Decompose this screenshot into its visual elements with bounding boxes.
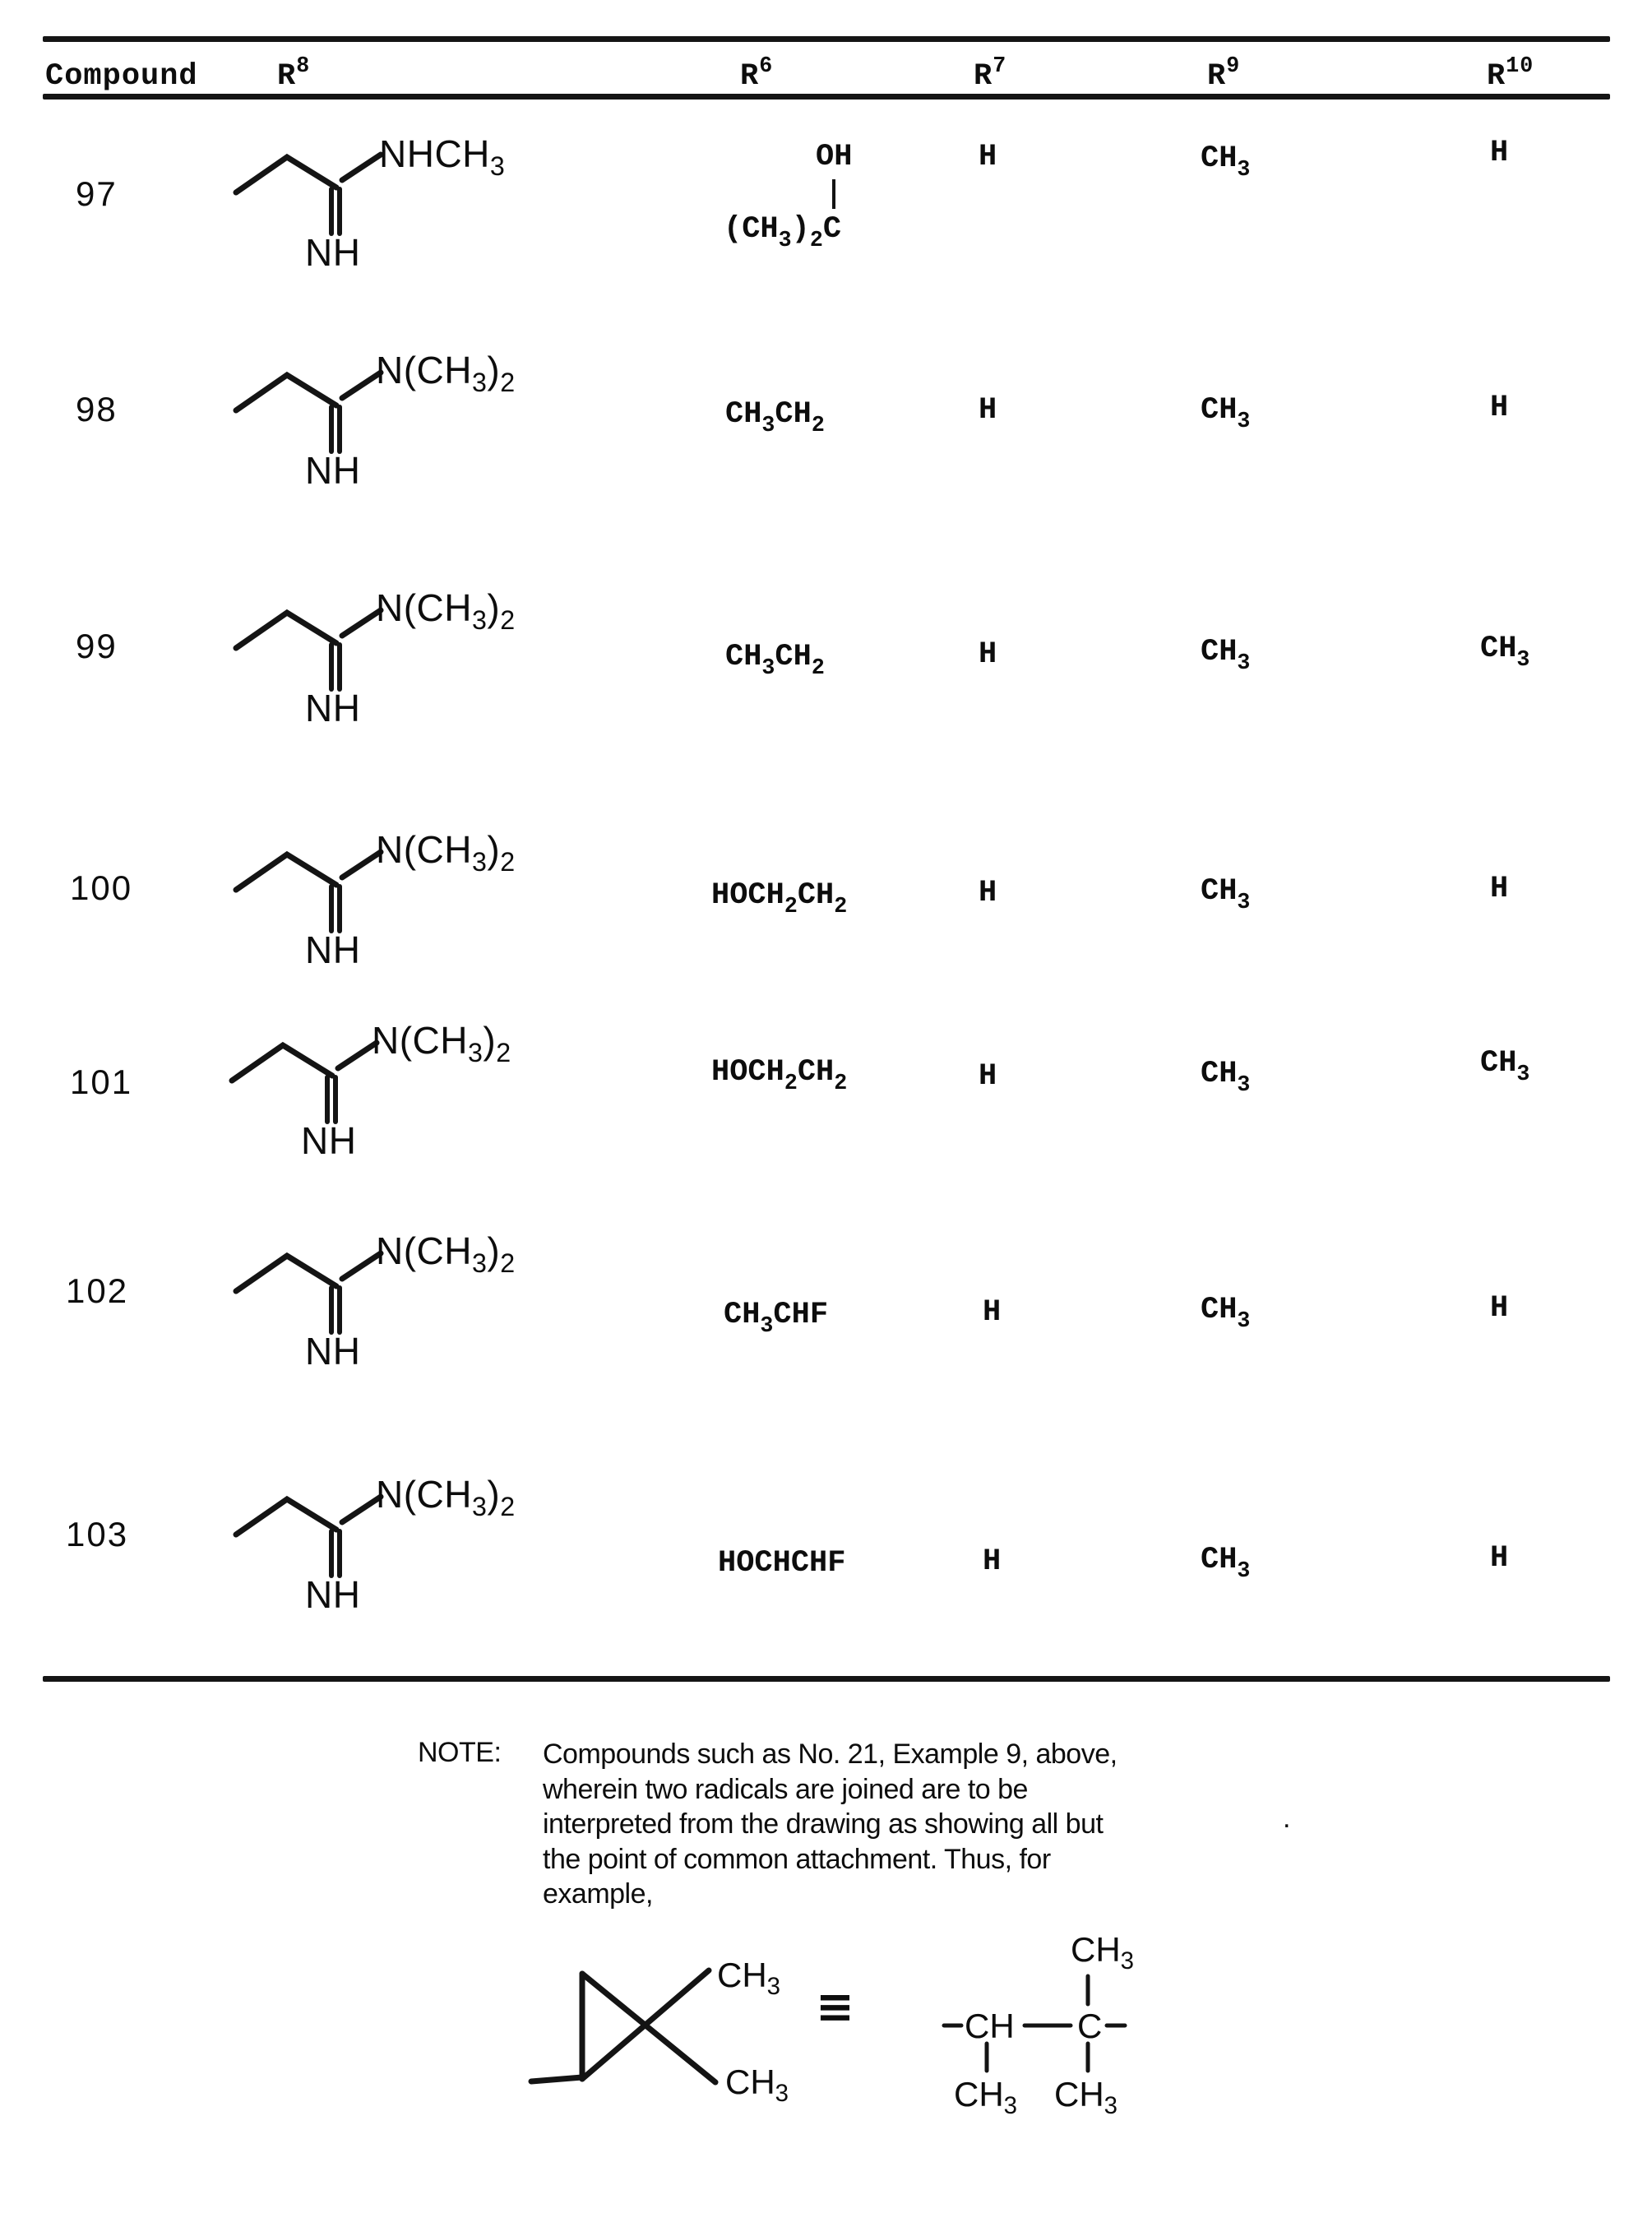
amine-label: $N(CH_3)_2$ xyxy=(376,1229,516,1279)
chemical-structure-r8 xyxy=(218,586,563,738)
note-line: the point of common attachment. Thus, for xyxy=(543,1843,1051,1875)
amine-label: $N(CH_3)_2$ xyxy=(376,1473,516,1522)
compound-number: 103 xyxy=(66,1515,129,1553)
table-top-rule xyxy=(43,36,1610,42)
imine-label: NH xyxy=(305,1573,361,1616)
note-line: Compounds such as No. 21, Example 9, above, xyxy=(543,1738,1118,1770)
imine-label: NH xyxy=(305,231,361,274)
methyl-label: $CH_3$ xyxy=(717,1956,781,2001)
r10-value: $CH_3$ xyxy=(1480,632,1530,672)
r10-value: H xyxy=(1490,1291,1509,1326)
methyl-label: $CH_3$ xyxy=(1071,1930,1135,1975)
header-r7: $R^7$ xyxy=(974,53,1007,94)
imine-label: NH xyxy=(305,449,361,492)
note-line: interpreted from the drawing as showing all but xyxy=(543,1808,1104,1840)
expanded-structure xyxy=(937,1920,1225,2142)
table-header-rule xyxy=(43,94,1610,100)
r6-value: HOCHCHF xyxy=(718,1546,846,1581)
table-bottom-rule xyxy=(43,1676,1610,1682)
bond-line xyxy=(832,179,835,209)
r7-value: H xyxy=(979,140,997,174)
note-label: NOTE: xyxy=(418,1737,502,1768)
chemical-structure-r8 xyxy=(218,827,563,979)
amine-label: $N(CH_3)_2$ xyxy=(372,1019,511,1068)
compound-number: 100 xyxy=(70,868,133,907)
header-r8: $R^8$ xyxy=(277,53,311,94)
chemical-structure-r8 xyxy=(218,348,563,500)
r9-value: $CH_3$ xyxy=(1201,141,1251,182)
amine-label: $N(CH_3)_2$ xyxy=(376,828,516,877)
compound-number: 99 xyxy=(76,627,118,665)
r7-value: H xyxy=(979,1059,997,1094)
note-line: wherein two radicals are joined are to be xyxy=(543,1773,1028,1805)
methyl-label: $CH_3$ xyxy=(954,2075,1018,2120)
compound-number: 101 xyxy=(70,1063,133,1101)
r6-value: $HOCH_2CH_2$ xyxy=(711,878,848,919)
c-label: C xyxy=(1077,2007,1103,2045)
ch-label: CH xyxy=(965,2007,1015,2045)
hydroxyl-label: OH xyxy=(816,140,853,174)
r10-value: H xyxy=(1490,391,1509,425)
r7-value: H xyxy=(983,1295,1002,1330)
chemical-structure-r8 xyxy=(218,1229,563,1381)
r9-value: $CH_3$ xyxy=(1201,1293,1251,1333)
imine-label: NH xyxy=(301,1119,357,1162)
r9-value: $CH_3$ xyxy=(1201,1543,1251,1583)
cyclopropane-structure xyxy=(518,1933,789,2146)
equivalence-symbol: ≡ xyxy=(816,1980,854,2034)
amine-label: $N(CH_3)_2$ xyxy=(376,349,516,398)
r6-value: $(CH_3)_2C$ xyxy=(724,212,842,252)
methyl-label: $CH_3$ xyxy=(1054,2075,1118,2120)
amine-label: $N(CH_3)_2$ xyxy=(376,586,516,636)
r6-value: $HOCH_2CH_2$ xyxy=(711,1055,848,1095)
note-line: example, xyxy=(543,1878,653,1910)
r6-value: $CH_3CH_2$ xyxy=(725,397,825,438)
imine-label: NH xyxy=(305,1330,361,1373)
r10-value: $CH_3$ xyxy=(1480,1046,1530,1086)
note-text xyxy=(543,1737,1250,1912)
r9-value: $CH_3$ xyxy=(1201,635,1251,675)
r9-value: $CH_3$ xyxy=(1201,874,1251,914)
r10-value: H xyxy=(1490,872,1509,906)
compound-number: 98 xyxy=(76,390,118,428)
r7-value: H xyxy=(979,637,997,672)
stray-dot: . xyxy=(1283,1803,1291,1834)
header-compound: Compound xyxy=(45,59,198,94)
header-r6: $R^6$ xyxy=(740,53,774,94)
r9-value: $CH_3$ xyxy=(1201,393,1251,433)
imine-label: NH xyxy=(305,928,361,971)
chemical-structure-r8 xyxy=(218,1472,563,1624)
compound-number: 97 xyxy=(76,174,118,213)
r6-value: $CH_3CHF$ xyxy=(724,1298,829,1338)
r7-value: H xyxy=(979,393,997,428)
r10-value: H xyxy=(1490,136,1509,170)
amine-label: $NHCH_3$ xyxy=(379,132,506,182)
header-r9: $R^9$ xyxy=(1207,53,1241,94)
r7-value: H xyxy=(979,876,997,910)
methyl-label: $CH_3$ xyxy=(725,2063,789,2108)
chemical-structure-r8 xyxy=(218,130,563,282)
imine-label: NH xyxy=(305,687,361,729)
r6-structure xyxy=(724,140,888,263)
compound-number: 102 xyxy=(66,1271,129,1310)
r6-value: $CH_3CH_2$ xyxy=(725,640,825,680)
r7-value: H xyxy=(983,1544,1002,1579)
header-r10: $R^{10}$ xyxy=(1487,53,1534,94)
chemical-structure-r8 xyxy=(214,1018,559,1170)
r10-value: H xyxy=(1490,1541,1509,1576)
r9-value: $CH_3$ xyxy=(1201,1057,1251,1097)
